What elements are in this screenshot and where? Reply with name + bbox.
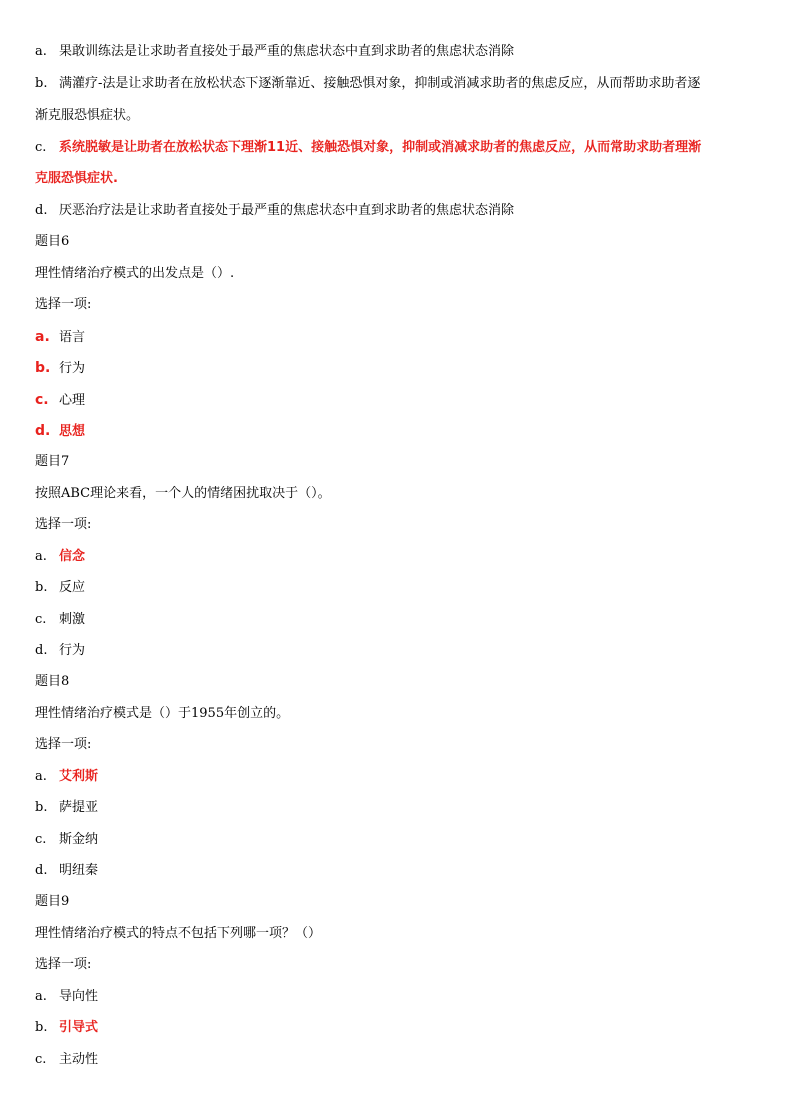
option-letter: a. bbox=[35, 329, 50, 345]
option-text-correct: 克服恐惧症状. bbox=[35, 171, 118, 186]
option-text: 斯金纳 bbox=[59, 832, 99, 847]
q7-option-c bbox=[35, 612, 762, 628]
option-letter: c. bbox=[35, 612, 47, 627]
choose-one-prompt: 选择一项: bbox=[35, 957, 92, 972]
option-letter: a. bbox=[35, 44, 47, 59]
q6-option-c bbox=[35, 392, 762, 409]
option-letter: a. bbox=[35, 549, 47, 564]
question-heading: 题目7 bbox=[35, 454, 70, 469]
option-text: 语言 bbox=[59, 330, 86, 345]
option-letter: d. bbox=[35, 423, 51, 439]
question-heading: 题目9 bbox=[35, 894, 70, 909]
option-text-correct: 引导式 bbox=[59, 1020, 99, 1035]
option-text: 行为 bbox=[59, 361, 86, 376]
option-letter: b. bbox=[35, 800, 48, 815]
q5-option-a bbox=[35, 44, 762, 60]
q5-option-b-continued bbox=[35, 108, 762, 124]
q5-option-d bbox=[35, 203, 762, 219]
option-text: 明纽秦 bbox=[59, 863, 99, 878]
option-text: 满灌疗-法是让求助者在放松状态下逐渐靠近、接触恐惧对象，抑制或消减求助者的焦虑反应，从而帮助求助者逐 bbox=[59, 76, 701, 91]
option-text: 反应 bbox=[59, 580, 86, 595]
q5-option-b bbox=[35, 76, 762, 92]
question-text: 理性情绪治疗模式的出发点是（）. bbox=[35, 266, 235, 281]
option-text: 果敢训练法是让求助者直接处于最严重的焦虑状态中直到求助者的焦虑状态消除 bbox=[59, 44, 515, 59]
choose-one-prompt: 选择一项: bbox=[35, 517, 92, 532]
q7-option-b bbox=[35, 580, 762, 596]
question-heading: 题目6 bbox=[35, 234, 70, 249]
option-text: 导向性 bbox=[59, 989, 99, 1004]
option-text-correct: 艾利斯 bbox=[59, 769, 99, 784]
q8-option-c bbox=[35, 832, 762, 848]
option-letter: c. bbox=[35, 392, 49, 408]
q6-option-a bbox=[35, 329, 762, 346]
option-text: 行为 bbox=[59, 643, 86, 658]
option-text: 刺激 bbox=[59, 612, 86, 627]
option-letter: c. bbox=[35, 140, 47, 155]
q6-option-d bbox=[35, 423, 762, 440]
option-text: 厌恶治疗法是让求助者直接处于最严重的焦虑状态中直到求助者的焦虑状态消除 bbox=[59, 203, 515, 218]
q8-option-d bbox=[35, 863, 762, 879]
question-text: 按照ABC理论来看，一个人的情绪困扰取决于（）。 bbox=[35, 486, 331, 501]
q8-option-a bbox=[35, 769, 762, 785]
question-heading: 题目8 bbox=[35, 674, 70, 689]
option-text: 渐克服恐惧症状。 bbox=[35, 108, 140, 123]
option-letter: c. bbox=[35, 832, 47, 847]
question-text: 理性情绪治疗模式是（）于1955年创立的。 bbox=[35, 706, 290, 721]
choose-one-prompt: 选择一项: bbox=[35, 297, 92, 312]
q5-option-c bbox=[35, 140, 762, 156]
q5-option-c-continued bbox=[35, 171, 762, 187]
q8-option-b bbox=[35, 800, 762, 816]
option-letter: d. bbox=[35, 863, 48, 878]
q7-option-a bbox=[35, 549, 762, 565]
option-letter: a. bbox=[35, 989, 47, 1004]
option-letter: b. bbox=[35, 580, 48, 595]
option-text: 主动性 bbox=[59, 1052, 99, 1067]
choose-one-prompt: 选择一项: bbox=[35, 737, 92, 752]
option-letter: b. bbox=[35, 360, 51, 376]
q9-option-b bbox=[35, 1020, 762, 1036]
option-letter: d. bbox=[35, 203, 48, 218]
option-letter: b. bbox=[35, 76, 48, 91]
option-letter: b. bbox=[35, 1020, 48, 1035]
q6-option-b bbox=[35, 360, 762, 377]
question-text: 理性情绪治疗模式的特点不包括下列哪一项？（） bbox=[35, 926, 322, 941]
option-text: 心理 bbox=[59, 393, 86, 408]
option-letter: d. bbox=[35, 643, 48, 658]
option-text-correct: 信念 bbox=[59, 549, 86, 564]
option-text-correct: 思想 bbox=[59, 424, 86, 439]
option-letter: a. bbox=[35, 769, 47, 784]
q9-option-c bbox=[35, 1052, 762, 1068]
q9-option-a bbox=[35, 989, 762, 1005]
option-letter: c. bbox=[35, 1052, 47, 1067]
q7-option-d bbox=[35, 643, 762, 659]
option-text: 萨提亚 bbox=[59, 800, 99, 815]
option-text-correct: 系统脱敏是让助者在放松状态下理渐11近、接触恐惧对象，抑制或消减求助者的焦虑反应，从而常助求助者理渐 bbox=[59, 140, 702, 155]
